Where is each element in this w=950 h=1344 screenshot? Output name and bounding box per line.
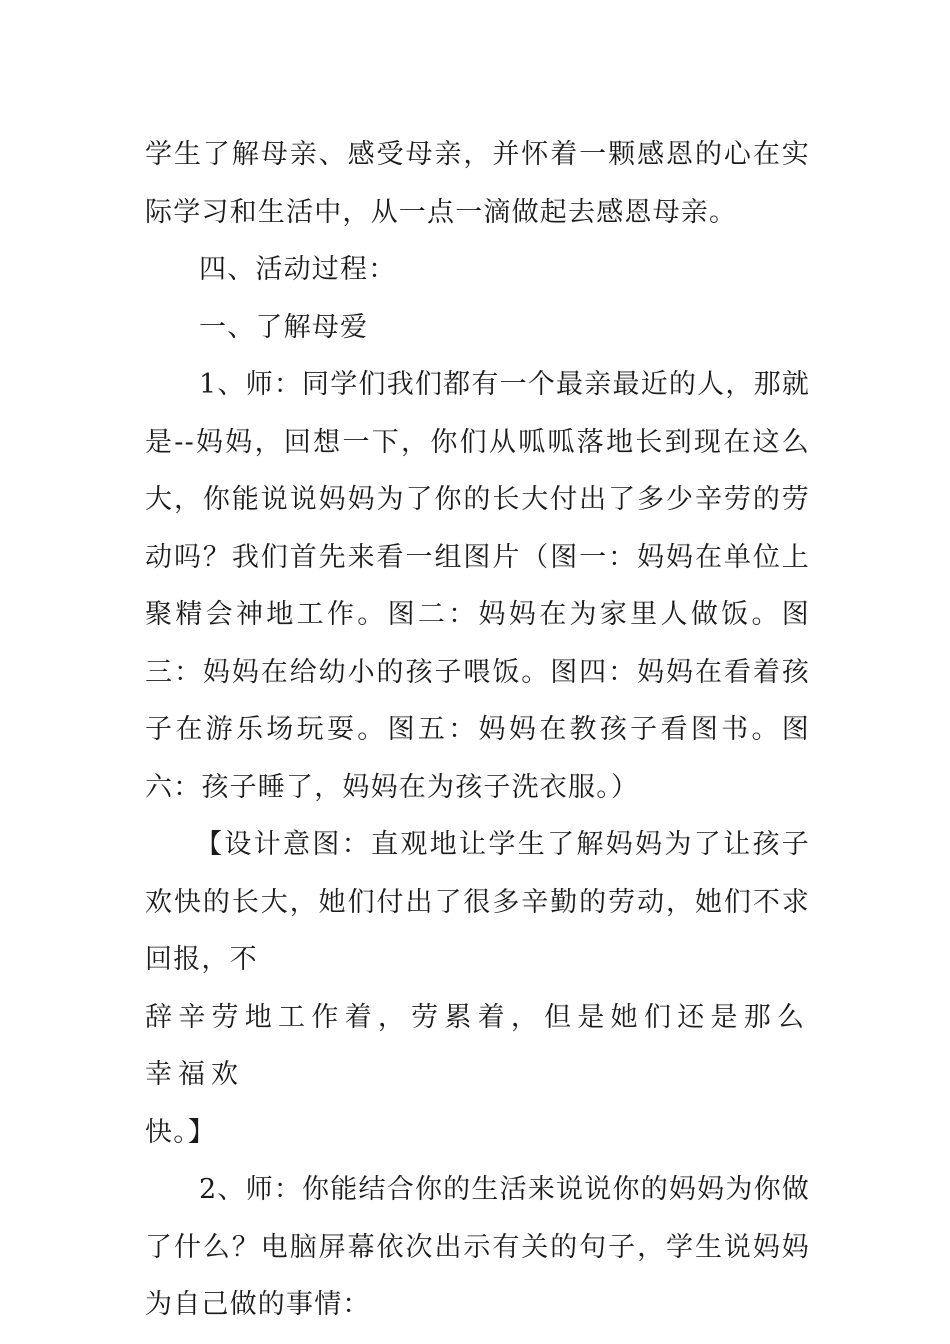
document-body <box>145 126 810 1334</box>
paragraph-design-intent-end: 快。】 <box>145 1116 217 1148</box>
design-intent-block <box>145 816 810 1161</box>
subsection-heading-understand-maternal-love: 一、了解母爱 <box>199 311 369 343</box>
paragraph-intro-continuation: 学生了解母亲、感受母亲，并怀着一颗感恩的心在实际学习和生活中，从一点一滴做起去感恩母亲。 <box>145 139 810 228</box>
paragraph-step-1: 1、师：同学们我们都有一个最亲最近的人，那就是--妈妈，回想一下，你们从呱呱落地长到现在这么大，你能说说妈妈为了你的长大付出了多少辛劳的劳动吗？我们首先来看一组图片（图一：妈妈在单位上聚精会神地工作。图二：妈妈在为家里人做饭。图三：妈妈在给幼小的孩子喂饭。图四：妈妈在看着孩子在游乐场玩耍。图五：妈妈在教孩子看图书。图六：孩子睡了，妈妈在为孩子洗衣服。） <box>145 369 810 803</box>
paragraph-step-2: 2、师：你能结合你的生活来说说你的妈妈为你做了什么？电脑屏幕依次出示有关的句子，学生说妈妈为自己做的事情： <box>145 1174 810 1320</box>
section-heading-activity-process: 四、活动过程： <box>199 254 397 285</box>
paragraph-design-intent-line: 辞辛劳地工作着，劳累着，但是她们还是那么幸福欢 <box>145 1001 810 1090</box>
paragraph-design-intent: 【设计意图：直观地让学生了解妈妈为了让孩子欢快的长大，她们付出了很多辛勤的劳动，她们不求回报，不 <box>145 829 810 975</box>
